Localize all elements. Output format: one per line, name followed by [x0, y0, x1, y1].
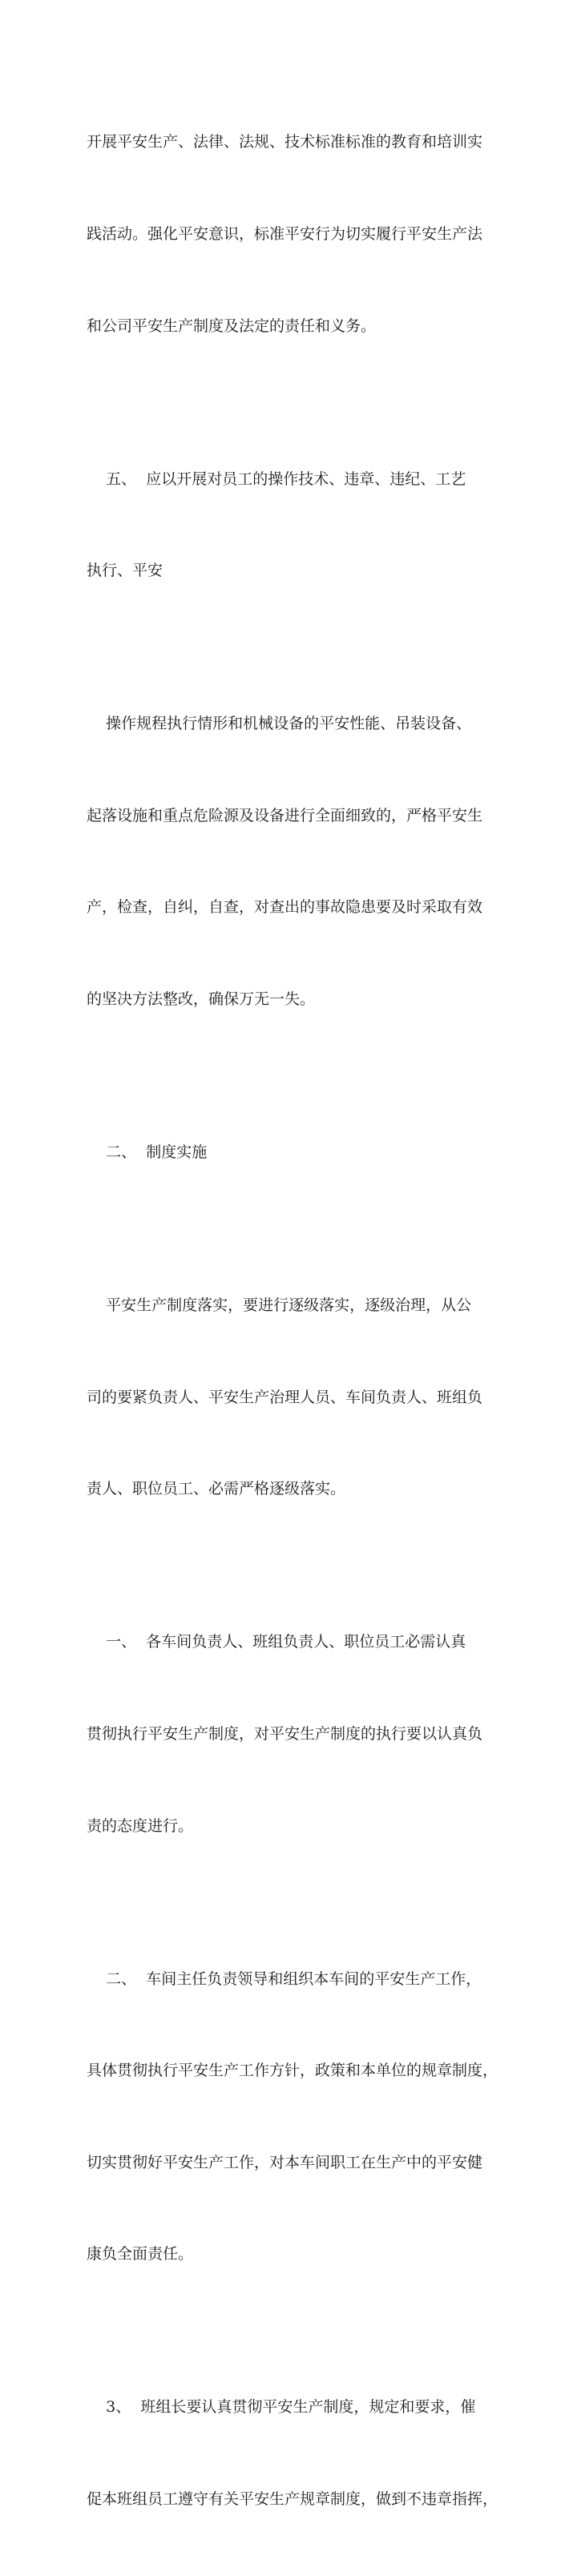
text-line: 开展平安生产、法律、法规、技术标准标准的教育和培训实 — [87, 133, 483, 151]
text-line: 贯彻执行平安生产制度，对平安生产制度的执行要以认真负 — [87, 1724, 483, 1743]
text-line: 产，检查，自纠，自查，对查出的事故隐患要及时采取有效 — [87, 898, 483, 917]
paragraph-item-one — [87, 1566, 481, 1902]
text-line: 平安生产制度落实，要进行逐级落实，逐级治理，从公 — [87, 1296, 472, 1315]
text-line: 一、 各车间负责人、班组负责人、职位员工必需认真 — [87, 1633, 466, 1651]
text-line: 操作规程执行情形和机械设备的平安性能、吊装设备、 — [87, 715, 472, 733]
text-line: 具体贯彻执行平安生产工作方针，政策和本单位的规章制度， — [87, 2062, 498, 2080]
paragraph-item-three — [87, 2331, 498, 2576]
text-line: 促本班组员工遵守有关平安生产规章制度，做到不违章指挥， — [87, 2490, 498, 2509]
paragraph-duties-intro — [87, 66, 481, 402]
text-line: 3、 班组长要认真贯彻平安生产制度，规定和要求，催 — [87, 2398, 476, 2417]
text-line: 二、 制度实施 — [87, 1143, 208, 1162]
text-line: 践活动。强化平安意识，标准平安行为切实履行平安生产法 — [87, 225, 483, 244]
text-line: 五、 应以开展对员工的操作技术、违章、违纪、工艺 — [87, 470, 466, 488]
paragraph-item-two — [87, 1902, 498, 2331]
section-heading-implementation — [87, 1076, 481, 1229]
paragraph-implementation-intro — [87, 1229, 481, 1566]
text-line: 责的态度进行。 — [87, 1816, 194, 1835]
text-line: 司的要紧负责人、平安生产治理人员、车间负责人、班组负 — [87, 1388, 483, 1406]
paragraph-operating-rules — [87, 647, 481, 1076]
text-line: 执行、平安 — [87, 562, 163, 580]
text-line: 切实贯彻好平安生产工作，对本车间职工在生产中的平安健 — [87, 2153, 483, 2171]
text-line: 起落设施和重点危险源及设备进行全面细致的，严格平安生 — [87, 806, 483, 824]
text-line: 二、 车间主任负责领导和组织本车间的平安生产工作， — [87, 1969, 482, 1988]
document-body — [87, 66, 498, 2576]
text-line: 的坚决方法整改，确保万无一失。 — [87, 990, 316, 1009]
text-line: 责人、职位员工、必需严格逐级落实。 — [87, 1480, 346, 1498]
text-line: 康负全面责任。 — [87, 2245, 194, 2264]
paragraph-item-five — [87, 402, 481, 647]
text-line: 和公司平安生产制度及法定的责任和义务。 — [87, 316, 377, 335]
